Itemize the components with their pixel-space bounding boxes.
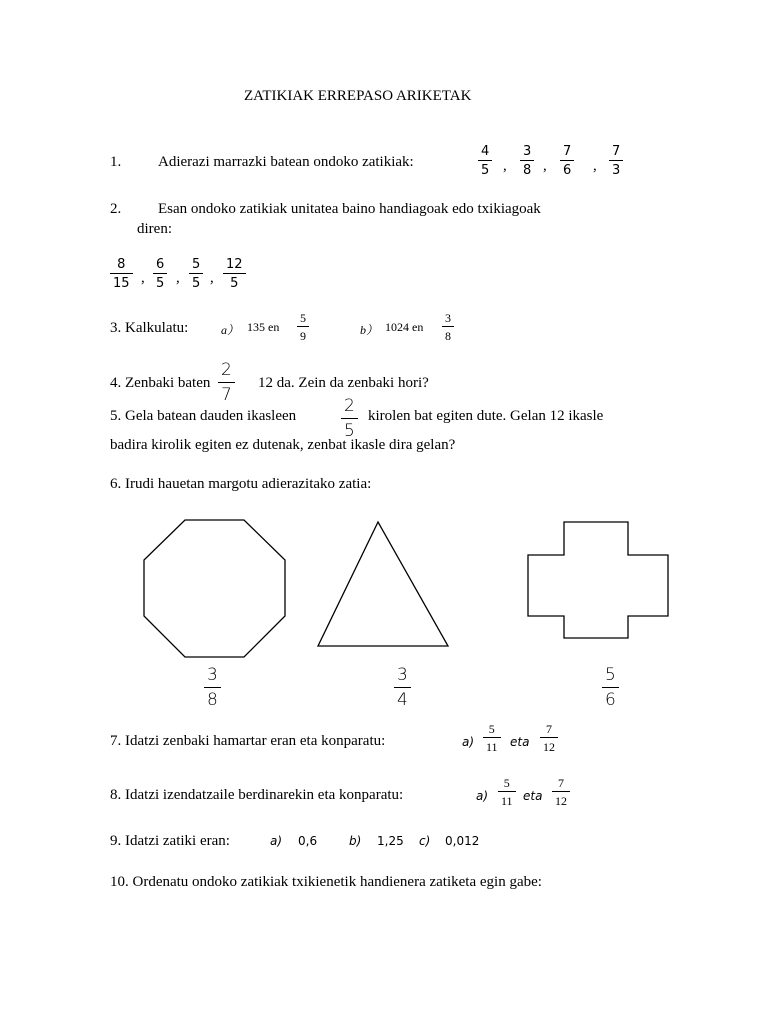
q2-separator: , — [210, 270, 214, 286]
cross-shape — [524, 518, 672, 642]
q1-fraction: 7 3 — [609, 145, 623, 177]
page-title: ZATIKIAK ERREPASO ARIKETAK — [244, 88, 472, 104]
q2-fraction: 5 5 — [189, 258, 203, 290]
q8-fraction-1: 5 11 — [498, 777, 516, 807]
q2-separator: , — [141, 270, 145, 286]
q9-a-value: 0,6 — [298, 834, 318, 848]
q2-text-line2: diren: — [137, 221, 172, 237]
q4-prefix: 4. Zenbaki baten — [110, 375, 211, 391]
q3-a-text: 135 en — [247, 320, 280, 334]
q3-label: 3. Kalkulatu: — [110, 320, 189, 336]
q1-text: Adierazi marrazki batean ondoko zatikiak: — [158, 154, 414, 170]
q1-fraction: 4 5 — [478, 145, 492, 177]
q9-b-label: b) — [349, 834, 362, 848]
q4-fraction: 2 7 — [218, 362, 235, 404]
octagon-fraction: 3 8 — [204, 667, 221, 709]
octagon-shape — [140, 516, 292, 662]
q3-b-text: 1024 en — [385, 320, 424, 334]
q8-a-label: a) — [476, 789, 489, 803]
q4-suffix: 12 da. Zein da zenbaki hori? — [258, 375, 429, 391]
q7-fraction-1: 5 11 — [483, 723, 501, 753]
q9-a-label: a) — [270, 834, 283, 848]
q1-separator: , — [543, 158, 547, 174]
q1-fraction: 7 6 — [560, 145, 574, 177]
q7-fraction-2: 7 12 — [540, 723, 558, 753]
q9-b-value: 1,25 — [377, 834, 404, 848]
q2-fraction: 8 15 — [110, 258, 133, 290]
q5-fraction: 2 5 — [341, 398, 358, 440]
q9-c-value: 0,012 — [445, 834, 480, 848]
q2-separator: , — [176, 270, 180, 286]
q6-text: 6. Irudi hauetan margotu adierazitako zatia: — [110, 476, 372, 492]
q1-fraction: 3 8 — [520, 145, 534, 177]
q2-number: 2. — [110, 201, 122, 217]
q5-prefix: 5. Gela batean dauden ikasleen — [110, 408, 297, 424]
q5-line2: badira kirolik egiten ez dutenak, zenbat ikasle dira gelan? — [110, 437, 456, 453]
cross-fraction: 5 6 — [602, 667, 619, 709]
q7-text: 7. Idatzi zenbaki hamartar eran eta konparatu: — [110, 733, 386, 749]
triangle-shape — [314, 518, 452, 650]
q8-fraction-2: 7 12 — [552, 777, 570, 807]
q1-number: 1. — [110, 154, 122, 170]
q3-a-fraction: 5 9 — [297, 312, 309, 342]
q7-a-label: a) — [462, 735, 475, 749]
q10-text: 10. Ordenatu ondoko zatikiak txikienetik handienera zatiketa egin gabe: — [110, 874, 542, 890]
q3-a-label: a） — [221, 323, 240, 337]
q2-text: Esan ondoko zatikiak unitatea baino handiagoak edo txikiagoak — [158, 201, 541, 217]
q1-separator: , — [593, 158, 597, 174]
q3-b-label: b） — [360, 323, 379, 337]
triangle-fraction: 3 4 — [394, 667, 411, 709]
q8-eta: eta — [523, 789, 543, 803]
q7-eta: eta — [510, 735, 530, 749]
q1-separator: , — [503, 158, 507, 174]
q2-fraction: 12 5 — [223, 258, 246, 290]
q9-text: 9. Idatzi zatiki eran: — [110, 833, 230, 849]
q9-c-label: c) — [419, 834, 431, 848]
q3-b-fraction: 3 8 — [442, 312, 454, 342]
q2-fraction: 6 5 — [153, 258, 167, 290]
q8-text: 8. Idatzi izendatzaile berdinarekin eta konparatu: — [110, 787, 404, 803]
q5-suffix: kirolen bat egiten dute. Gelan 12 ikasle — [368, 408, 604, 424]
